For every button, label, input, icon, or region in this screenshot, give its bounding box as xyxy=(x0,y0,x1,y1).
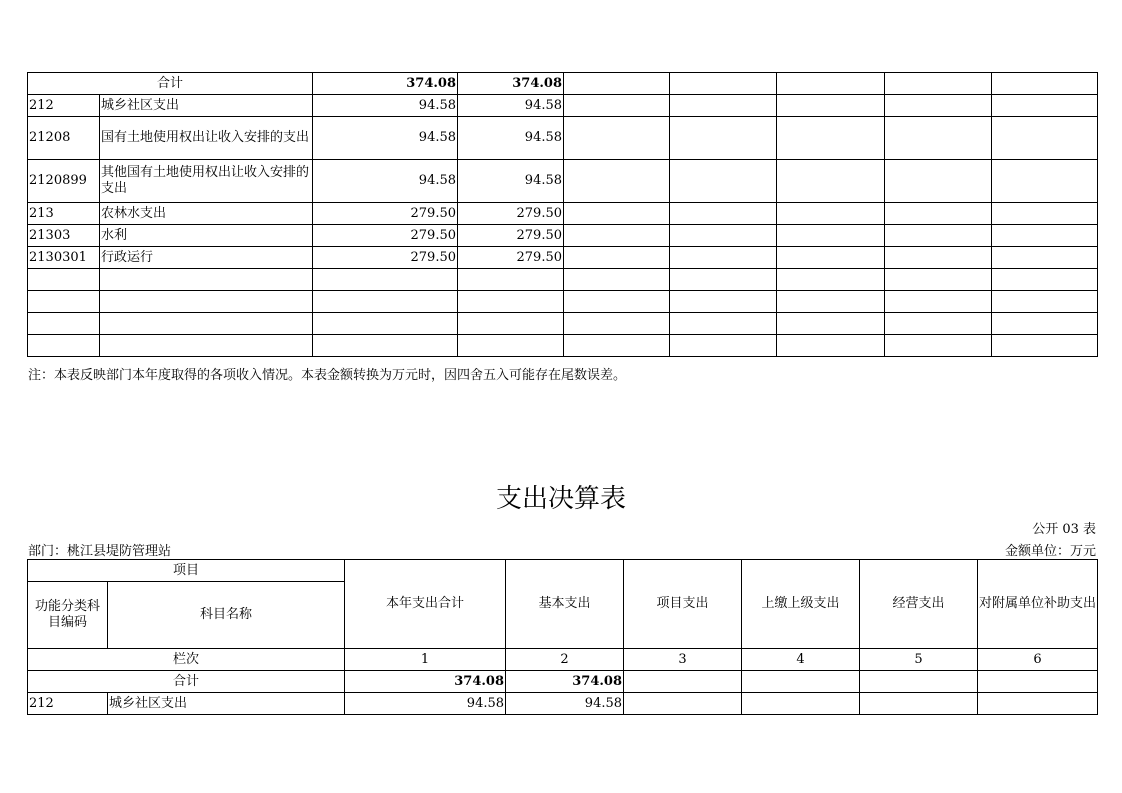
total-row xyxy=(28,671,1098,693)
column-index: 5 xyxy=(860,649,978,671)
column-index-label: 栏次 xyxy=(28,649,345,671)
expenditure-table xyxy=(27,559,1098,715)
header-basic: 基本支出 xyxy=(506,560,624,649)
row-code: 213 xyxy=(28,203,100,225)
column-index-row xyxy=(28,649,1098,671)
department-label: 部门：桃江县堤防管理站 xyxy=(28,544,172,559)
table-row xyxy=(28,247,1098,269)
total-label: 合计 xyxy=(28,73,313,95)
table-row xyxy=(28,117,1098,160)
header-code: 功能分类科目编码 xyxy=(28,582,108,649)
row-code: 21208 xyxy=(28,117,100,160)
income-table-continued xyxy=(27,72,1098,357)
row-code: 212 xyxy=(28,95,100,117)
row-name: 国有土地使用权出让收入安排的支出 xyxy=(100,117,313,160)
total-row xyxy=(28,73,1098,95)
row-code: 212 xyxy=(28,693,108,715)
table-row xyxy=(28,693,1098,715)
row-total: 279.50 xyxy=(313,225,458,247)
header-row xyxy=(28,560,1098,582)
row-name: 农林水支出 xyxy=(100,203,313,225)
row-total: 94.58 xyxy=(313,117,458,160)
column-index: 2 xyxy=(506,649,624,671)
row-total: 279.50 xyxy=(313,203,458,225)
header-name: 科目名称 xyxy=(108,582,345,649)
header-total: 本年支出合计 xyxy=(345,560,506,649)
empty-row xyxy=(28,313,1098,335)
row-basic: 94.58 xyxy=(506,693,624,715)
header-item: 项目 xyxy=(28,560,345,582)
row-code: 2120899 xyxy=(28,160,100,203)
row-name: 行政运行 xyxy=(100,247,313,269)
column-index: 3 xyxy=(624,649,742,671)
row-code: 21303 xyxy=(28,225,100,247)
total-label: 合计 xyxy=(28,671,345,693)
table-row xyxy=(28,203,1098,225)
total-amount: 374.08 xyxy=(345,671,506,693)
header-operate: 经营支出 xyxy=(860,560,978,649)
row-basic: 279.50 xyxy=(458,203,564,225)
row-total: 94.58 xyxy=(313,95,458,117)
column-index: 1 xyxy=(345,649,506,671)
empty-row xyxy=(28,291,1098,313)
amount-unit-label: 金额单位：万元 xyxy=(1004,544,1096,559)
column-index: 6 xyxy=(978,649,1098,671)
row-name: 其他国有土地使用权出让收入安排的支出 xyxy=(100,160,313,203)
empty-row xyxy=(28,335,1098,357)
row-name: 城乡社区支出 xyxy=(100,95,313,117)
row-total: 94.58 xyxy=(313,160,458,203)
form-number: 公开 03 表 xyxy=(1032,522,1096,537)
row-total: 279.50 xyxy=(313,247,458,269)
total-basic: 374.08 xyxy=(458,73,564,95)
row-name: 水利 xyxy=(100,225,313,247)
table-note: 注：本表反映部门本年度取得的各项收入情况。本表金额转换为万元时，因四舍五入可能存在尾数误差。 xyxy=(28,368,627,383)
table-row xyxy=(28,95,1098,117)
row-total: 94.58 xyxy=(345,693,506,715)
page-title: 支出决算表 xyxy=(495,484,626,514)
row-name: 城乡社区支出 xyxy=(108,693,345,715)
empty-row xyxy=(28,269,1098,291)
header-remit: 上缴上级支出 xyxy=(742,560,860,649)
table-row xyxy=(28,160,1098,203)
row-code: 2130301 xyxy=(28,247,100,269)
row-basic: 279.50 xyxy=(458,247,564,269)
header-project: 项目支出 xyxy=(624,560,742,649)
row-basic: 94.58 xyxy=(458,95,564,117)
total-basic: 374.08 xyxy=(506,671,624,693)
total-amount: 374.08 xyxy=(313,73,458,95)
column-index: 4 xyxy=(742,649,860,671)
row-basic: 94.58 xyxy=(458,160,564,203)
row-basic: 94.58 xyxy=(458,117,564,160)
header-subsidy: 对附属单位补助支出 xyxy=(978,560,1098,649)
table-row xyxy=(28,225,1098,247)
row-basic: 279.50 xyxy=(458,225,564,247)
